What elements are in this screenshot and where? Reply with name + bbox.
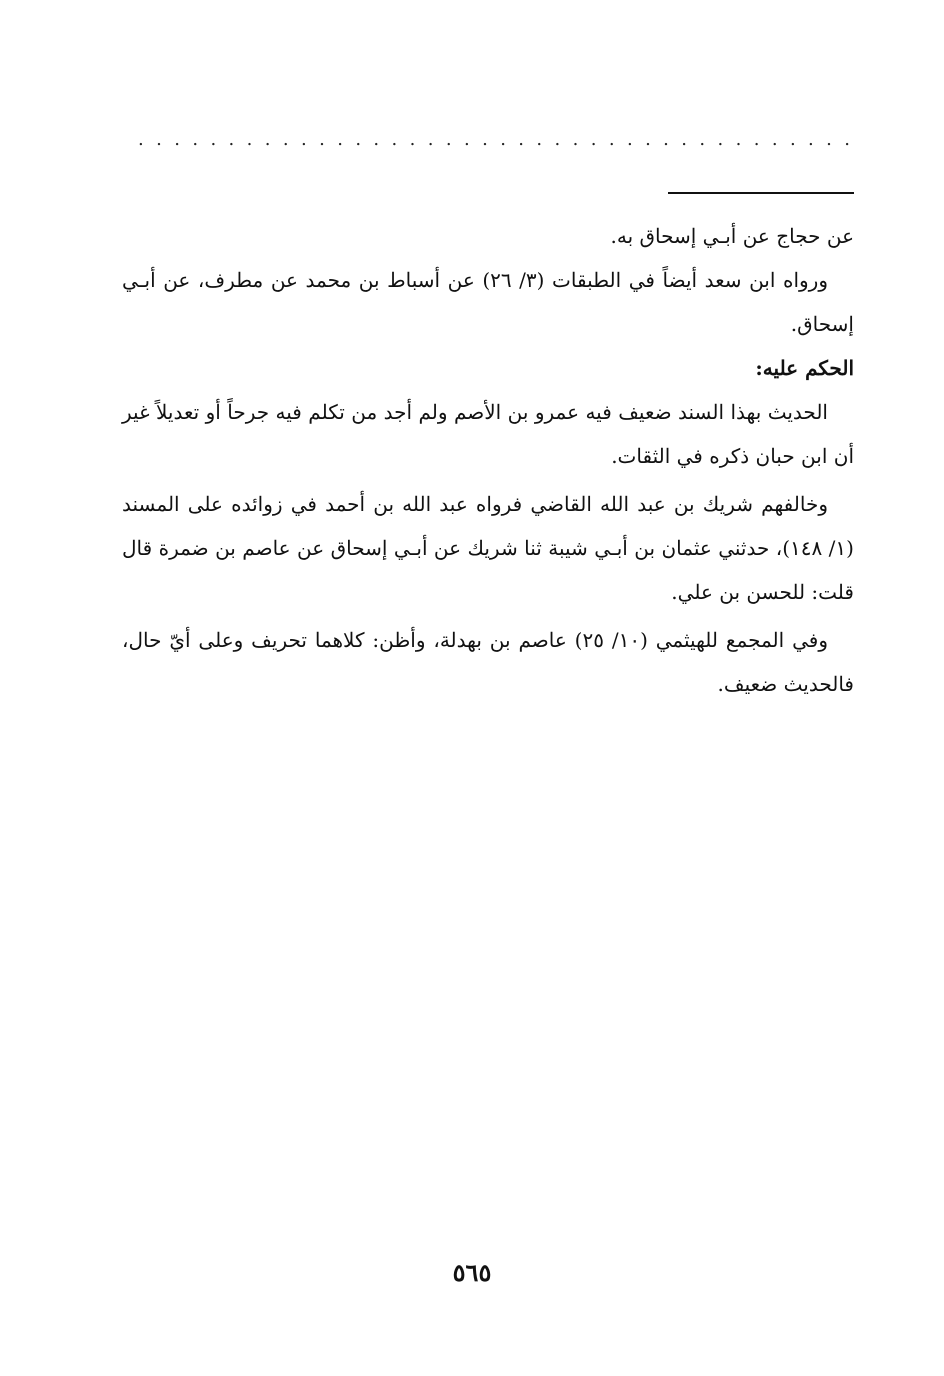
footnote-rule <box>668 192 854 194</box>
page-number: ٥٦٥ <box>452 1258 492 1287</box>
footnote-paragraph-1: عن حجاج عن أبـي إسحاق به. <box>610 224 854 248</box>
ruling-heading: الحكم عليه: <box>755 356 854 380</box>
dotted-separator: . . . . . . . . . . . . . . . . . . . . . . . . . . . . . . . . . . . . . . . . <box>138 130 850 150</box>
footnote-paragraph-5: وفي المجمع للهيثمي (١٠/ ٢٥) عاصم بن بهدلة، وأظن: كلاهما تحريف وعلى أيّ حال، فالحديث ضعيف. <box>122 628 854 696</box>
footnote-paragraph-4: وخالفهم شريك بن عبد الله القاضي فرواه عبد الله بن أحمد في زوائده على المسند (١/ ١٤٨)، حدثني عثمان بن أبـي شيبة ثنا شريك عن أبـي إسحاق عن عاصم بن ضمرة قال قلت: للحسن بن علي. <box>122 492 854 604</box>
footnote-block <box>122 214 854 706</box>
footnote-paragraph-3: الحديث بهذا السند ضعيف فيه عمرو بن الأصم ولم أجد من تكلم فيه جرحاً أو تعديلاً غير أن ابن حبان ذكره في الثقات. <box>122 400 854 468</box>
footnote-paragraph-2: ورواه ابن سعد أيضاً في الطبقات (٣/ ٢٦) عن أسباط بن محمد عن مطرف، عن أبـي إسحاق. <box>122 268 854 336</box>
